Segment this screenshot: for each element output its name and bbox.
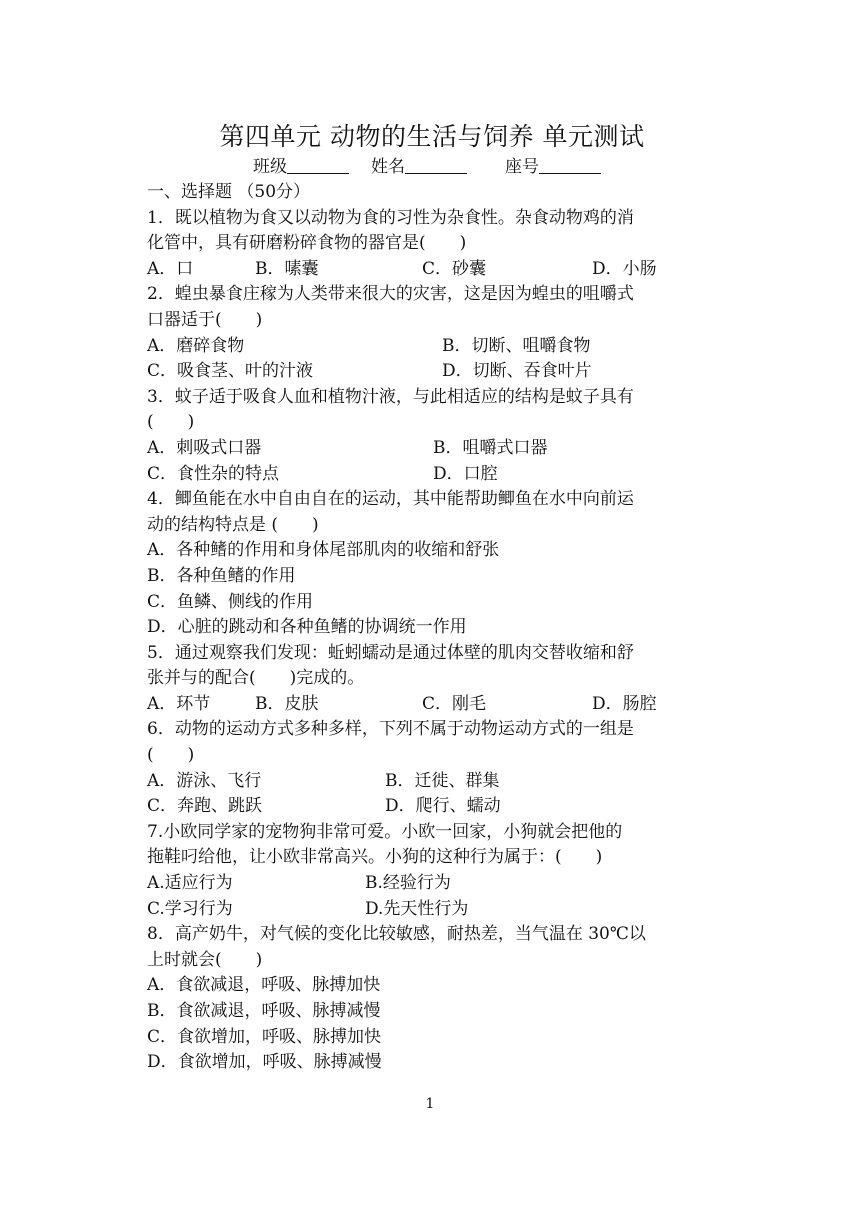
answer-option[interactable]: C．鱼鳞、侧线的作用 <box>147 591 314 612</box>
question-stem-line: 8．高产奶牛，对气候的变化比较敏感，耐热差，当气温在 30℃以 <box>147 924 646 945</box>
answer-option[interactable]: D.先天性行为 <box>365 898 469 919</box>
name-blank[interactable] <box>405 155 467 174</box>
answer-option[interactable]: C．食性杂的特点 <box>147 463 280 484</box>
answer-option[interactable]: C．砂囊 <box>422 258 487 279</box>
document-content <box>147 120 717 1076</box>
question-stem-line: 动的结构特点是 ( ) <box>147 514 319 535</box>
class-label: 班级 <box>253 157 287 177</box>
seat-label: 座号 <box>505 157 539 177</box>
question-list <box>147 206 717 1076</box>
answer-option[interactable]: B．皮肤 <box>255 693 319 714</box>
answer-option[interactable]: A．各种鳍的作用和身体尾部肌肉的收缩和舒张 <box>147 540 500 561</box>
answer-option[interactable]: A．磨碎食物 <box>147 335 245 356</box>
question-6 <box>147 717 717 819</box>
answer-option[interactable]: C．刚毛 <box>422 693 487 714</box>
question-stem-line: 5．通过观察我们发现：蚯蚓蠕动是通过体壁的肌肉交替收缩和舒 <box>147 642 634 663</box>
question-stem-line: 拖鞋叼给他，让小欧非常高兴。小狗的这种行为属于：( ) <box>147 847 603 868</box>
answer-option[interactable]: A．环节 <box>147 693 211 714</box>
option-row <box>147 794 717 820</box>
option-row <box>147 334 717 360</box>
option-row <box>147 1050 717 1076</box>
question-8 <box>147 922 717 1076</box>
section-heading: 一、选择题 （50分） <box>147 182 311 202</box>
answer-option[interactable]: D．切断、吞食叶片 <box>442 361 592 382</box>
answer-option[interactable]: D．心脏的跳动和各种鱼鳍的协调统一作用 <box>147 617 467 638</box>
answer-option[interactable]: B．食欲减退，呼吸、脉搏减慢 <box>147 1001 381 1021</box>
option-row <box>147 590 717 616</box>
answer-option[interactable]: C．吸食茎、叶的汁液 <box>147 361 314 382</box>
answer-option[interactable]: B．各种鱼鳍的作用 <box>147 565 296 586</box>
question-stem-line: 口器适于( ) <box>147 309 263 330</box>
answer-option[interactable]: A．刺吸式口器 <box>147 437 262 458</box>
question-7 <box>147 820 717 922</box>
question-2 <box>147 282 717 384</box>
option-row <box>147 538 717 564</box>
seat-blank[interactable] <box>539 155 601 174</box>
option-row <box>147 999 717 1025</box>
option-row <box>147 973 717 999</box>
class-field <box>253 154 359 180</box>
option-row <box>147 564 717 590</box>
page-number: 1 <box>425 1096 435 1112</box>
question-stem-line: 上时就会( ) <box>147 949 263 970</box>
answer-option[interactable]: B.经验行为 <box>365 873 451 894</box>
class-blank[interactable] <box>287 155 349 174</box>
answer-option[interactable]: C．食欲增加，呼吸、脉搏加快 <box>147 1026 382 1047</box>
answer-option[interactable]: C.学习行为 <box>147 898 233 919</box>
option-row <box>147 462 717 488</box>
question-stem-line: 3．蚊子适于吸食人血和植物汁液，与此相适应的结构是蚊子具有 <box>147 386 634 407</box>
question-4 <box>147 487 717 641</box>
question-1 <box>147 206 717 283</box>
question-stem-line: ( ) <box>147 745 195 766</box>
question-stem-line: 1．既以植物为食又以动物为食的习性为杂食性。杂食动物鸡的消 <box>147 207 634 228</box>
question-stem-line: ( ) <box>147 412 195 433</box>
option-row <box>147 359 717 385</box>
answer-option[interactable]: A．游泳、飞行 <box>147 770 262 791</box>
answer-option[interactable]: A．口 <box>147 258 194 279</box>
question-stem-line: 6．动物的运动方式多种多样，下列不属于动物运动方式的一组是 <box>147 719 634 740</box>
answer-option[interactable]: D．口腔 <box>433 463 498 484</box>
question-stem-line: 2．蝗虫暴食庄稼为人类带来很大的灾害，这是因为蝗虫的咀嚼式 <box>147 284 634 305</box>
student-info-line <box>147 154 717 180</box>
option-row <box>147 769 717 795</box>
question-stem-line: 化管中，具有研磨粉碎食物的器官是( ) <box>147 233 467 254</box>
question-stem-line: 4．鲫鱼能在水中自由自在的运动，其中能帮助鲫鱼在水中向前运 <box>147 489 634 510</box>
option-row <box>147 436 717 462</box>
option-row <box>147 692 717 718</box>
answer-option[interactable]: B．嗉囊 <box>255 258 319 279</box>
question-stem-line: 张并与的配合( )完成的。 <box>147 668 365 689</box>
answer-option[interactable]: A.适应行为 <box>147 873 233 894</box>
answer-option[interactable]: D．肠腔 <box>592 693 657 714</box>
option-row <box>147 257 717 283</box>
option-row <box>147 615 717 641</box>
option-row <box>147 871 717 897</box>
question-stem-line: 7.小欧同学家的宠物狗非常可爱。小欧一回家，小狗就会把他的 <box>147 821 623 842</box>
name-field <box>371 154 477 180</box>
option-row <box>147 897 717 923</box>
question-3 <box>147 385 717 487</box>
question-5 <box>147 641 717 718</box>
answer-option[interactable]: D．爬行、蠕动 <box>385 796 501 817</box>
answer-option[interactable]: C．奔跑、跳跃 <box>147 796 263 817</box>
name-label: 姓名 <box>371 157 405 177</box>
answer-option[interactable]: D．食欲增加，呼吸、脉搏减慢 <box>147 1052 382 1073</box>
answer-option[interactable]: B．迁徙、群集 <box>385 770 500 791</box>
answer-option[interactable]: A．食欲减退，呼吸、脉搏加快 <box>147 975 381 996</box>
seat-field <box>505 154 611 180</box>
answer-option[interactable]: D．小肠 <box>592 258 657 279</box>
option-row <box>147 1025 717 1051</box>
answer-option[interactable]: B．咀嚼式口器 <box>433 437 548 458</box>
answer-option[interactable]: B．切断、咀嚼食物 <box>442 335 591 356</box>
page-title: 第四单元 动物的生活与饲养 单元测试 <box>219 122 645 151</box>
